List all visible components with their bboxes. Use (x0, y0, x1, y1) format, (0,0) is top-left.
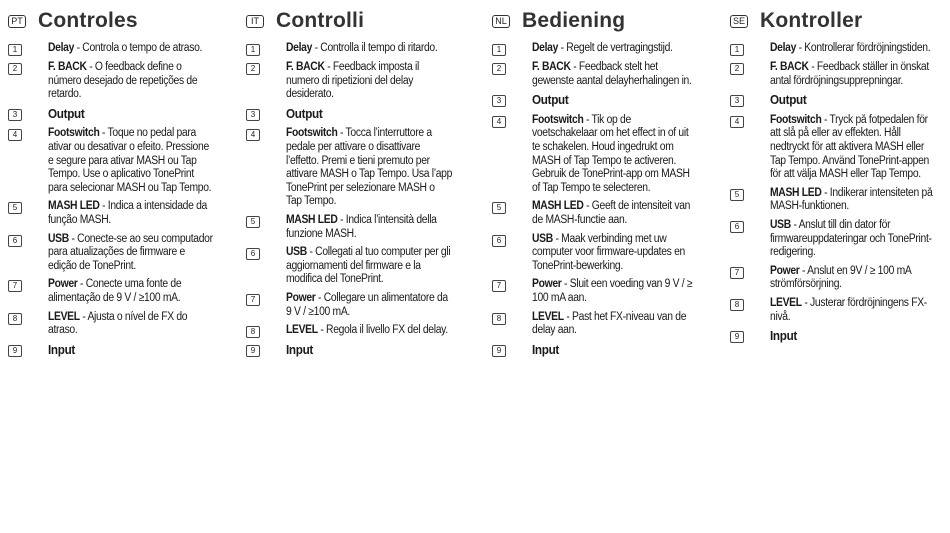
control-label: USB (532, 232, 553, 245)
control-item (246, 292, 471, 319)
control-description: - Conecte-se ao seu computador para atualizações de firmware e edição de TonePrint. (48, 232, 213, 272)
section-title: Controles (38, 9, 138, 32)
column-nl (492, 8, 717, 363)
item-number-badge: 2 (246, 63, 260, 75)
item-number-badge: 4 (246, 129, 260, 141)
item-number-badge: 8 (492, 313, 506, 325)
language-badge: SE (730, 15, 748, 28)
item-text (286, 246, 453, 287)
item-text (532, 311, 699, 338)
control-description: - Toque no pedal para ativar ou desativar o efeito. Pressione e segure para ativar MASH ou Tap Tempo. Use o aplicativo TonePrint para selecionar MASH ou Tap Tempo. (48, 127, 212, 194)
item-number-badge: 5 (492, 202, 506, 214)
control-label: Input (770, 328, 798, 344)
control-label: LEVEL (286, 324, 318, 337)
control-item (730, 114, 950, 182)
control-description: - Indikerar intensiteten på MASH-funktionen. (770, 186, 933, 213)
item-number-badge: 7 (730, 267, 744, 279)
item-number-badge: 7 (8, 280, 22, 292)
control-label: Footswitch (48, 127, 100, 140)
control-item (492, 278, 717, 305)
control-item (730, 42, 950, 56)
control-item (730, 93, 950, 109)
control-label: Output (770, 92, 807, 108)
section-title: Controlli (276, 9, 365, 32)
control-description: - Indica a intensidade da função MASH. (48, 200, 208, 226)
control-item (246, 42, 471, 56)
item-number-badge: 3 (492, 95, 506, 107)
control-label: Input (48, 341, 76, 357)
control-label: MASH LED (770, 186, 822, 199)
item-text (770, 114, 937, 182)
control-item (492, 42, 717, 56)
control-item (8, 42, 233, 56)
item-number-badge: 9 (8, 345, 22, 357)
item-text (532, 61, 699, 88)
item-number-badge: 7 (492, 280, 506, 292)
item-number-badge: 4 (730, 116, 744, 128)
section-header (492, 8, 717, 34)
control-item (8, 61, 233, 102)
item-text (532, 278, 699, 305)
control-label: Input (286, 342, 314, 358)
control-item (246, 107, 471, 123)
item-number-badge: 8 (730, 299, 744, 311)
item-number-badge: 5 (730, 189, 744, 201)
control-item (8, 278, 233, 305)
item-number-badge: 6 (246, 248, 260, 260)
control-description: - Tik op de voetschakelaar om het effect in of uit te schakelen. Houd ingedrukt om MASH of Tap Tempo te activeren. Gebruik de TonePrint-app om MASH of Tap Tempo te selecteren. (532, 113, 690, 194)
item-number-badge: 9 (246, 345, 260, 357)
control-description: - Collegati al tuo computer per gli aggiornamenti del firmware e la modifica del TonePrint. (286, 246, 451, 286)
control-item (246, 214, 471, 241)
item-text (770, 187, 937, 214)
control-label: F. BACK (770, 61, 809, 73)
control-description: - Feedback ställer in önskat antal fördröjningsupprepningar. (770, 61, 929, 87)
item-number-badge: 1 (492, 44, 506, 56)
item-text (286, 292, 453, 319)
item-number-badge: 2 (8, 63, 22, 75)
control-label: Delay (48, 42, 75, 54)
item-number-badge: 9 (492, 345, 506, 357)
item-text (532, 343, 699, 359)
control-item (492, 233, 717, 274)
item-number-badge: 9 (730, 331, 744, 343)
control-label: LEVEL (770, 296, 802, 309)
control-description: - Maak verbinding met uw computer voor firmware-updates en TonePrint-bewerking. (532, 232, 685, 272)
item-text (286, 343, 453, 359)
item-text (532, 42, 699, 56)
item-number-badge: 6 (730, 221, 744, 233)
control-label: Power (770, 264, 800, 277)
item-number-badge: 2 (730, 63, 744, 75)
control-description: - O feedback define o número desejado de repetições de retardo. (48, 61, 198, 101)
control-description: - Tryck på fotpedalen för att slå på eller av effekten. Håll nedtryckt för att aktivera MASH eller Tap Tempo. Använd TonePrint-appen för att välja MASH eller Tap Tempo. (770, 113, 929, 181)
control-description: - Indica l’intensità della funzione MASH. (286, 213, 437, 240)
control-description: - Sluit een voeding van 9 V / ≥ 100 mA aan. (532, 278, 693, 304)
control-item (8, 200, 233, 227)
control-description: - Regola il livello FX del delay. (317, 324, 448, 337)
control-item (492, 61, 717, 88)
item-number-badge: 6 (492, 235, 506, 247)
item-text (286, 42, 453, 56)
item-text (286, 214, 453, 241)
control-item (730, 297, 950, 324)
control-description: - Kontrollerar fördröjningstiden. (796, 42, 931, 54)
control-description: - Conecte uma fonte de alimentação de 9 V / ≥100 mA. (48, 278, 182, 304)
item-number-badge: 8 (8, 313, 22, 325)
control-label: USB (48, 232, 69, 245)
item-number-badge: 6 (8, 235, 22, 247)
item-text (48, 42, 215, 56)
language-badge: NL (492, 15, 510, 28)
language-badge: IT (246, 15, 264, 28)
control-item (246, 324, 471, 338)
control-label: USB (770, 218, 791, 231)
item-text (286, 107, 453, 123)
item-text (286, 61, 453, 102)
column-it (246, 8, 471, 364)
item-number-badge: 7 (246, 294, 260, 306)
control-label: MASH LED (48, 200, 100, 213)
control-item (246, 61, 471, 102)
item-text (286, 324, 453, 338)
item-text (770, 329, 937, 345)
item-text (770, 219, 937, 260)
item-text (286, 127, 453, 209)
control-description: - Feedback imposta il numero di ripetizioni del delay desiderato. (286, 61, 419, 101)
item-text (770, 297, 937, 324)
control-label: Input (532, 341, 560, 357)
control-item (492, 200, 717, 227)
item-text (48, 311, 215, 338)
control-description: - Tocca l’interruttore a pedale per attivare o disattivare l’effetto. Premi e tieni premuto per attivare MASH o Tap Tempo. Usa l’app TonePrint per selezionare MASH o Tap Tempo. (286, 127, 453, 208)
item-text (532, 93, 699, 109)
item-text (770, 61, 937, 88)
control-description: - Feedback stelt het gewenste aantal delayherhalingen in. (532, 61, 692, 87)
item-text (532, 233, 699, 274)
column-se (730, 8, 950, 350)
control-item (8, 107, 233, 123)
item-number-badge: 1 (730, 44, 744, 56)
control-label: MASH LED (532, 200, 584, 213)
control-description: - Geeft de intensiteit van de MASH-functie aan. (532, 200, 691, 226)
control-label: MASH LED (286, 213, 338, 226)
control-item (730, 219, 950, 260)
control-label: Delay (286, 42, 313, 54)
item-text (48, 343, 215, 359)
item-number-badge: 4 (8, 129, 22, 141)
control-description: - Collegare un alimentatore da 9 V / ≥100 mA. (286, 291, 448, 318)
section-header (8, 8, 233, 34)
item-text (532, 114, 699, 196)
item-text (48, 107, 215, 123)
item-number-badge: 8 (246, 326, 260, 338)
item-text (48, 61, 215, 102)
item-text (48, 233, 215, 274)
item-text (770, 42, 937, 56)
control-item (246, 127, 471, 209)
column-pt (8, 8, 233, 363)
item-text (770, 265, 937, 292)
item-text (48, 127, 215, 195)
control-item (730, 265, 950, 292)
control-item (246, 246, 471, 287)
item-number-badge: 3 (8, 109, 22, 121)
control-label: LEVEL (48, 310, 80, 323)
control-label: Output (532, 92, 569, 108)
item-number-badge: 3 (246, 109, 260, 121)
control-item (8, 127, 233, 195)
item-number-badge: 5 (8, 202, 22, 214)
language-badge: PT (8, 15, 26, 28)
control-item (730, 329, 950, 345)
control-item (492, 343, 717, 359)
item-text (48, 278, 215, 305)
control-item (8, 311, 233, 338)
control-description: - Anslut en 9V / ≥ 100 mA strömförsörjning. (770, 264, 911, 291)
control-label: F. BACK (286, 61, 325, 73)
control-label: Footswitch (286, 127, 338, 140)
control-item (730, 187, 950, 214)
control-label: LEVEL (532, 310, 564, 323)
control-label: Power (286, 291, 316, 304)
item-text (532, 200, 699, 227)
control-description: - Ajusta o nível de FX do atraso. (48, 310, 188, 337)
item-number-badge: 4 (492, 116, 506, 128)
section-header (730, 8, 950, 34)
control-description: - Anslut till din dator för firmwareuppdateringar och TonePrint-redigering. (770, 218, 932, 259)
control-label: Footswitch (770, 113, 822, 126)
control-label: Output (286, 105, 323, 121)
control-label: F. BACK (532, 61, 571, 73)
control-label: Delay (532, 42, 559, 54)
item-number-badge: 1 (8, 44, 22, 56)
control-item (246, 343, 471, 359)
item-text (48, 200, 215, 227)
control-item (8, 343, 233, 359)
item-text (770, 93, 937, 109)
section-title: Bediening (522, 9, 626, 32)
control-description: - Regelt de vertragingstijd. (558, 42, 673, 54)
item-number-badge: 5 (246, 216, 260, 228)
control-description: - Past het FX-niveau van de delay aan. (532, 310, 687, 337)
control-label: Power (532, 278, 562, 291)
control-item (492, 93, 717, 109)
control-item (8, 233, 233, 274)
control-label: USB (286, 246, 307, 259)
control-label: Output (48, 105, 85, 121)
item-number-badge: 2 (492, 63, 506, 75)
control-label: Footswitch (532, 113, 584, 126)
control-description: - Justerar fördröjningens FX-nivå. (770, 296, 927, 323)
control-label: Delay (770, 42, 797, 54)
control-label: F. BACK (48, 61, 87, 73)
control-description: - Controla o tempo de atraso. (74, 42, 203, 54)
control-description: - Controlla il tempo di ritardo. (312, 42, 438, 54)
control-item (492, 114, 717, 196)
section-header (246, 8, 471, 34)
item-number-badge: 1 (246, 44, 260, 56)
item-number-badge: 3 (730, 95, 744, 107)
control-item (492, 311, 717, 338)
section-title: Kontroller (760, 9, 863, 32)
control-label: Power (48, 278, 78, 291)
control-item (730, 61, 950, 88)
